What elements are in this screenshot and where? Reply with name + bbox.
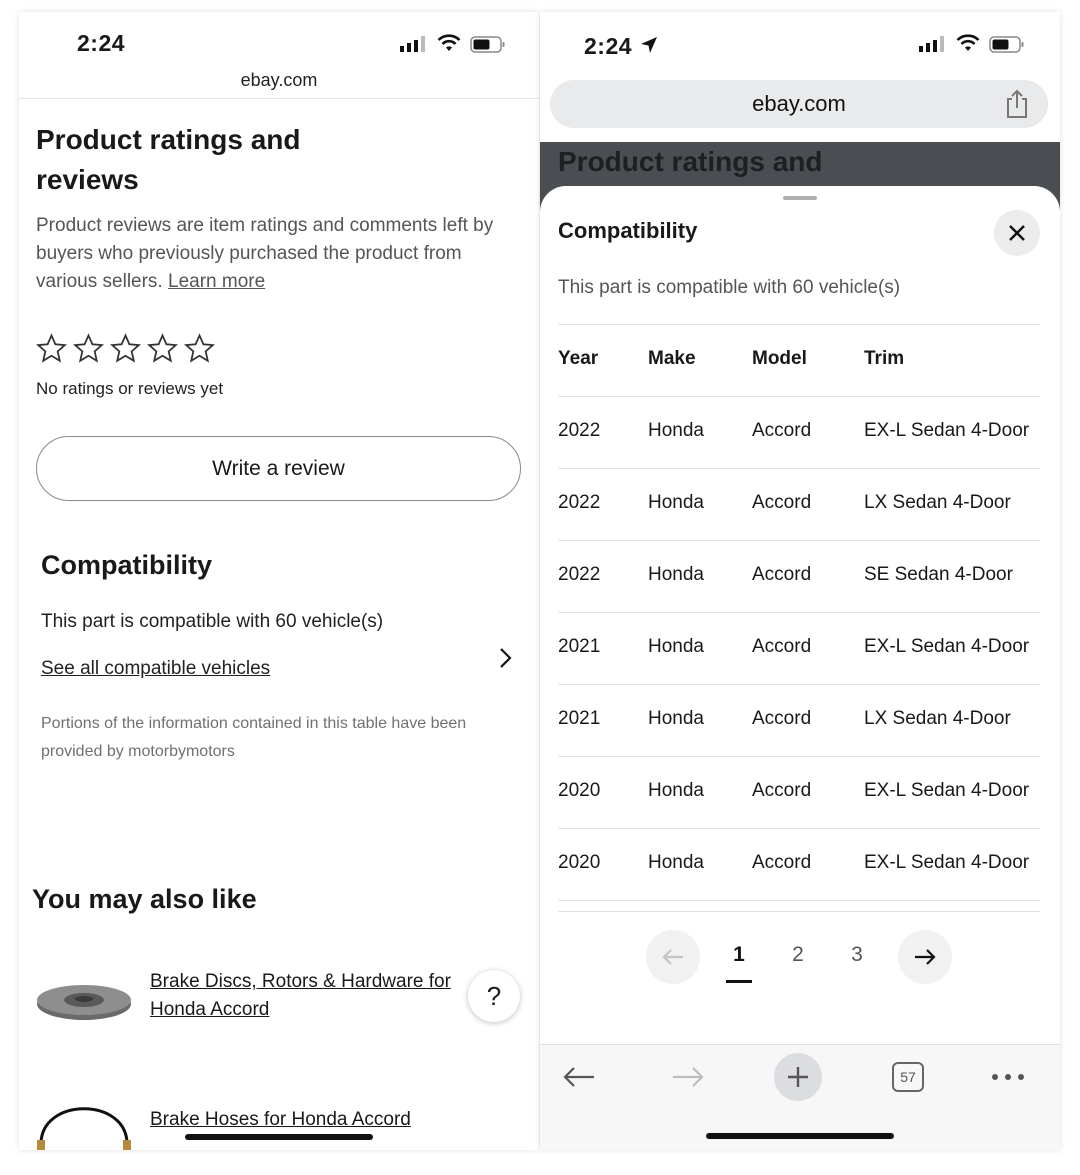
signal-icon (400, 36, 426, 52)
address-bar[interactable] (550, 80, 1048, 128)
data-source-note: Portions of the information contained in this table have been provided by motorbymotors (41, 715, 467, 760)
write-review-button[interactable]: Write a review (36, 436, 521, 501)
cell-make: Honda (648, 852, 704, 873)
header-divider (19, 98, 539, 99)
tabs-button[interactable] (884, 1053, 932, 1101)
page-3[interactable]: 3 (851, 943, 863, 966)
table-header-row (558, 324, 1040, 396)
address-text[interactable]: ebay.com (752, 91, 846, 116)
arrow-right-icon (913, 947, 937, 967)
new-tab-button[interactable] (774, 1053, 822, 1101)
battery-icon (989, 36, 1025, 53)
left-screen (19, 12, 539, 1150)
battery-icon (470, 36, 506, 53)
related-link-brake-hoses[interactable]: Brake Hoses for Honda Accord (150, 1109, 411, 1130)
cell-year: 2020 (558, 780, 601, 801)
brake-hose-image[interactable] (35, 1092, 133, 1150)
star-icon (109, 332, 142, 365)
ratings-description (36, 212, 521, 296)
cell-make: Honda (648, 708, 704, 729)
star-icon (35, 332, 68, 365)
cell-make: Honda (648, 780, 704, 801)
table-row (558, 684, 1040, 756)
cell-make: Honda (648, 564, 704, 585)
help-button[interactable]: ? (468, 970, 520, 1022)
active-page-indicator (726, 980, 752, 983)
more-dots-icon (991, 1073, 1025, 1081)
behind-heading: Product ratings and (558, 146, 823, 177)
cell-year: 2022 (558, 564, 601, 585)
column-header-model: Model (752, 348, 807, 369)
close-icon (1007, 223, 1027, 243)
signal-icon (919, 36, 945, 52)
cell-year: 2021 (558, 636, 601, 657)
sheet-grabber[interactable] (783, 196, 817, 200)
right-screen (540, 12, 1060, 1150)
cell-year: 2022 (558, 420, 601, 441)
cell-model: Accord (752, 564, 812, 585)
status-time: 2:24 (584, 33, 633, 59)
status-time: 2:24 (77, 30, 126, 56)
page-2[interactable]: 2 (792, 943, 804, 966)
table-row (558, 540, 1040, 612)
wifi-icon (437, 34, 461, 52)
sheet-subtitle: This part is compatible with 60 vehicle(s) (558, 277, 901, 298)
prev-page-button[interactable] (646, 930, 700, 984)
cell-trim: SE Sedan 4-Door (864, 564, 1013, 585)
back-button[interactable] (555, 1053, 603, 1101)
share-icon[interactable] (1004, 89, 1030, 119)
next-page-button[interactable] (898, 930, 952, 984)
plus-icon-container (774, 1053, 822, 1101)
learn-more-link[interactable]: Learn more (168, 271, 266, 292)
ratings-description-text: Product reviews are item ratings and comments left by buyers who previously purchased the product from various sellers. (36, 215, 494, 292)
cell-model: Accord (752, 708, 812, 729)
browser-toolbar (540, 1044, 1060, 1150)
cell-year: 2020 (558, 852, 601, 873)
column-header-trim: Trim (864, 348, 905, 369)
home-indicator (706, 1133, 894, 1139)
cell-make: Honda (648, 492, 704, 513)
page-1[interactable]: 1 (733, 943, 745, 966)
cell-model: Accord (752, 492, 812, 513)
compatibility-table (558, 324, 1040, 912)
star-rating (35, 332, 216, 365)
arrow-left-icon (661, 947, 685, 967)
star-icon (72, 332, 105, 365)
pagination (646, 930, 952, 986)
cell-year: 2022 (558, 492, 601, 513)
star-icon (146, 332, 179, 365)
column-header-make: Make (648, 348, 696, 369)
cell-trim: EX-L Sedan 4-Door (864, 636, 1030, 657)
also-like-heading: You may also like (32, 884, 257, 914)
forward-button[interactable] (664, 1053, 712, 1101)
compatibility-count: This part is compatible with 60 vehicle(s) (41, 611, 384, 632)
cell-model: Accord (752, 636, 812, 657)
more-button[interactable] (984, 1053, 1032, 1101)
related-link-brake-discs[interactable]: Brake Discs, Rotors & Hardware for Honda Accord (150, 971, 451, 1020)
table-row-partial (558, 900, 1040, 912)
table-row (558, 612, 1040, 684)
home-indicator (185, 1134, 373, 1140)
table-row (558, 468, 1040, 540)
compatibility-sheet (540, 186, 1060, 1056)
ratings-heading: Product ratings and reviews (36, 124, 301, 195)
cell-trim: LX Sedan 4-Door (864, 492, 1011, 513)
cell-trim: EX-L Sedan 4-Door (864, 780, 1030, 801)
table-row (558, 828, 1040, 900)
status-bar (19, 12, 539, 72)
forward-arrow-icon (671, 1065, 705, 1089)
sheet-title: Compatibility (558, 218, 698, 243)
cell-make: Honda (648, 420, 704, 441)
cell-year: 2021 (558, 708, 601, 729)
close-button[interactable] (994, 210, 1040, 256)
cell-make: Honda (648, 636, 704, 657)
cell-trim: LX Sedan 4-Door (864, 708, 1011, 729)
tabs-count: 57 (892, 1062, 924, 1092)
brake-rotor-image[interactable] (35, 972, 133, 1032)
table-row (558, 756, 1040, 828)
compatibility-heading: Compatibility (41, 550, 213, 580)
cell-model: Accord (752, 420, 812, 441)
table-row (558, 396, 1040, 468)
address-label[interactable]: ebay.com (240, 70, 318, 90)
cell-model: Accord (752, 852, 812, 873)
wifi-icon (956, 34, 980, 52)
chevron-right-icon[interactable] (497, 646, 515, 670)
status-bar (540, 12, 1060, 72)
plus-icon (786, 1065, 810, 1089)
cell-trim: EX-L Sedan 4-Door (864, 420, 1030, 441)
star-icon (183, 332, 216, 365)
back-arrow-icon (562, 1065, 596, 1089)
no-ratings-text: No ratings or reviews yet (36, 379, 224, 398)
location-arrow-icon (640, 36, 658, 54)
cell-model: Accord (752, 780, 812, 801)
see-all-compatible-link[interactable]: See all compatible vehicles (41, 658, 271, 679)
cell-trim: EX-L Sedan 4-Door (864, 852, 1030, 873)
column-header-year: Year (558, 348, 599, 369)
